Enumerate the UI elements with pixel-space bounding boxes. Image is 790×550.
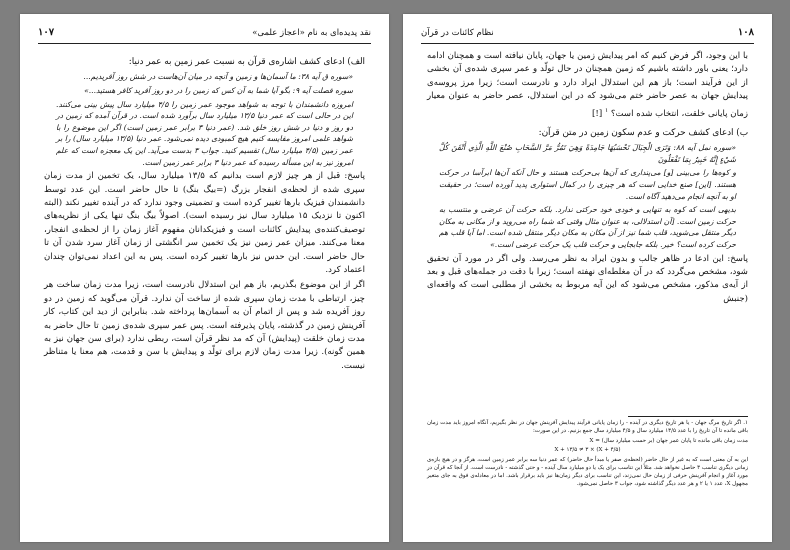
footnote-1: ۱. اگر تاریخ مرگ جهان - یا هر تاریخ دیگری در آینده - را زمان پایانی فرآیند پیدایش آفرینش جهان در نظر بگیریم، آنگاه امروز باید مدت زمان باقی مانده تا آن تاریخ را با عدد ۱۳/۵ میلیارد سال و ۴/۵ میلیارد سال جمع بزنیم. در این صورت:: [427, 420, 748, 434]
quote-qaf: «سوره ق آیه ۳۸: ما آسمان‌ها و زمین و آنچه در میان آن‌هاست در شش روز آفریدیم...: [83, 72, 353, 82]
footnote-separator: [628, 416, 748, 417]
left-page-number: ۱۰۷: [38, 27, 55, 38]
quote-claim-text: امروزه دانشمندان با توجه به شواهد موجود عمر زمین را ۴/۵ میلیارد سال پیش بینی می‌کنند. این در حالی است که عمر دنیا ۱۳/۵ میلیارد سال برآورد شده است. در قرآن آمده که زمین در دو روز و دنیا در شش روز خلق شد. (عمر دنیا ۳ برابر عمر زمین است) اگر این موضوع را با شواهد علمی امروز مقایسه کنیم هیچ کمبودی دیده نمی‌شود. عمر دنیا (۱۳/۵ میلیارد سال) را بر عمر زمین (۴/۵ میلیارد سال) تقسیم کنید. جواب ۳ بدست می‌آید. این یک معجزه است که علم امروز نیز به این مسأله رسیده که عمر دنیا ۳ برابر عمر زمین است.: [56, 99, 354, 167]
claim-a-heading: الف) ادعای کشف اشاره‌ی قرآن به نسبت عمر زمین به عمر دنیا:: [128, 57, 365, 67]
footnote-explanation: این به آن معنی است که به غیر از حال حاضر (لحظه‌ی صفر یا مبدأ حال حاضر) که عمر دنیا سه برابر عمر زمین است، هرگز و در هیچ بازه‌ی زمانی دیگری تناسب ۳ حاصل نخواهد شد. مثلاً این تناسب برای یک یا دو میلیارد سال آینده - و حتی گذشته - نادرست است. از آنجا که قرآن در مورد آغاز و انجام آفرینش حرفی از زمان حال نمی‌زند، این تناسب برای دیگر زمان‌ها نیز باید برقرار باشد. اما در معادله‌ی فوق به جای متغیر مجهول X، عدد ۱ یا ۲ و هر عدد دیگر گذاشته شود، جواب ۳ حاصل نمی‌شود.: [427, 457, 749, 487]
footnote-equation: X + ۱۳/۵ ≠ ۳ × (X + ۴/۵): [554, 447, 621, 454]
left-page-header-title: نقد پدیده‌ای به نام «اعجاز علمی»: [252, 28, 371, 38]
claim-b-heading: ب) ادعای کشف حرکت و عدم سکون زمین در متن قرآن:: [538, 127, 748, 138]
quote-naml-translation: و کوه‌ها را می‌بینی [و] می‌پنداری که آن‌ها بی‌حرکت هستند و حال آنکه آن‌ها ابرآسا در حرکت هستند. [این] صنع خدایی است که هر چیزی را در کمال استواری پدید آورده است؛ در حقیقت او به آنچه انجام می‌دهید آگاه است.: [439, 168, 736, 201]
intro-paragraph: با این وجود، اگر فرض کنیم که امر پیدایش زمین یا جهان، پایان نیافته است و همچنان ادامه دارد؛ یعنی باور داشته باشیم که زمین همچنان در حال تولّد و عمر سپری شده‌ی آن بخشی از این فرآیند است؛ باز هم این استدلال ایراد دارد و نادرست است؛ زیرا مرز پروسه‌ی پیدایش جهان به عصر حاضر ختم می‌شود که در این استدلال، عصر حاضر به عنوان معیار زمان پایانی خلقت، انتخاب شده است؟ $^۱$ [!]: [427, 51, 748, 119]
quote-claim-text: بدیهی است که کوه به تنهایی و خودی خود حرکتی ندارد. بلکه حرکت آن عرضی و منتسب به حرکت زمین است. [آن استدلالی، به عنوان مثال وقتی که شما راه می‌روید و از مکانی به مکان دیگر منتقل می‌شوید، قلب شما نیز از آن مکان به مکان دیگر منتقل شده است. اما آیا قلب هم حرکت کرده است؟ خیر. بلکه جابجایی و حرکت قلب یک حرکت عرضی است.»: [439, 205, 736, 250]
answer-paragraph: پاسخ: این ادعا در ظاهر جالب و بدون ایراد به نظر می‌رسد. ولی اگر در مورد آن تحقیق شود، مشخص می‌گردد که در آن مغلطه‌ای نهفته است؛ زیرا با دقت در جمله‌های قبل و بعد از آیه‌ی مذکور، مشخص می‌شود که این آیه مربوط به بخشی از مطلبی است که واقعه‌ای (جنبش: [427, 253, 748, 304]
intro-text: با این وجود، اگر فرض کنیم که امر پیدایش زمین یا جهان، پایان نیافته است و همچنان ادامه دارد؛ یعنی باور داشته باشیم که زمین همچنان در حال تولّد و عمر سپری شده‌ی آن بخشی از این فرآیند است؛ باز هم این استدلال ایراد دارد و نادرست است؛ زیرا مرز پروسه‌ی پیدایش جهان به عصر حاضر ختم می‌شود که در این استدلال، عصر حاضر به عنوان معیار زمان پایانی خلقت، انتخاب شده است؟: [427, 51, 748, 119]
right-page-header-title: نظام کائنات در قرآن: [421, 28, 494, 38]
body-paragraph: اگر از این موضوع بگذریم، باز هم این استدلال نادرست است، زیرا مدت زمان ساخت هر چیز، ارتباطی با مدت زمان سپری شده از ساخت آن ندارد. قرآن می‌گوید که زمین در دو روز آفریده شد و پس از اتمام آن به آسمان‌ها پرداخته شد. بنابراین از دید این کتاب، کار آفرینش زمین در گذشته، پایان پذیرفته است. پس عمر سپری شده‌ی زمین تا حال حاضر به مدت زمان خلقت (پیدایش) آن که مد نظر قرآن است، ربطی ندارد (برای سن جهان نیز به همین گونه). زیرا مدت زمان لازم برای تولّد و پیدایش با سن و قدمت، هم معنا یا متناظر نیست.: [44, 280, 365, 371]
right-page-number: ۱۰۸: [737, 27, 754, 38]
left-page-header: [38, 25, 371, 44]
right-page: [403, 14, 772, 542]
left-page: [20, 14, 389, 542]
answer-paragraph: پاسخ: قبل از هر چیز لازم است بدانیم که ۱۳/۵ میلیارد سال، یک تخمین از مدت زمان سپری شده از لحظه‌ی انفجار بزرگ (=بیگ بنگ) تا حال حاضر است. این عدد توسط دانشمندان فیزیک بارها تغییر کرده است و تضمینی وجود ندارد که در آینده تغییر نکند (البته اکنون تا نزدیک ۱۵ میلیارد سال نیز رسیده است). اصولاً بیگ بنگ تنها یکی از نظریه‌های توصیف‌کننده‌ی پیدایش کائنات است و فیزیکدانان مفهوم آغاز زمان را از لحظه‌ی انفجار، معنا می‌کنند. میزان عمر زمین نیز یک تخمین سر انگشتی از زمان آغاز سرد شدن آن تا حال حاضر است. این حدس نیز بارها تغییر کرده است. پس به این اعداد نمی‌توان چندان اعتماد کرد.: [44, 171, 365, 275]
intro-reference: [!]: [592, 108, 603, 119]
quote-naml-arabic: «سوره نمل آیه ۸۸: وَتَرَى الْجِبَالَ تَحْسَبُهَا جَامِدَةً وَهِيَ تَمُرُّ مَرَّ السَّحَابِ صُنْعَ اللَّهِ الَّذِي أَتْقَنَ كُلَّ شَيْءٍ إِنَّهُ خَبِيرٌ بِمَا تَفْعَلُونَ: [439, 143, 736, 164]
right-page-header: [421, 25, 754, 44]
left-page-body: [44, 50, 365, 534]
footnotes: [427, 420, 748, 534]
footnote-definition: مدت زمان باقی مانده تا پایان عمر جهان (بر حسب میلیارد سال) = X: [589, 437, 748, 444]
quote-fussilat: سوره فصلت آیه ۹: بگو آیا شما به آن کس که زمین را در دو روز آفرید کافر هستید...»: [84, 86, 353, 95]
